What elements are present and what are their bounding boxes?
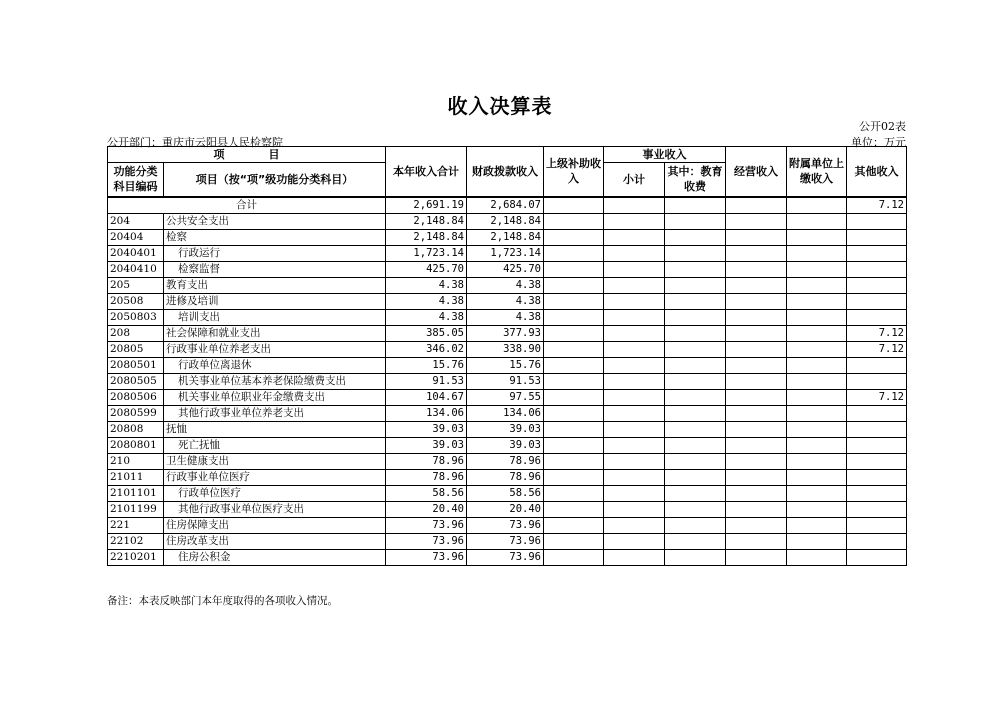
row-upper: [544, 437, 604, 453]
row-education: [665, 245, 726, 261]
row-subtotal: [604, 485, 665, 501]
row-subtotal: [604, 229, 665, 245]
row-education: [665, 389, 726, 405]
row-education: [665, 421, 726, 437]
row-fiscal: 91.53: [467, 373, 544, 389]
row-fiscal: 134.06: [467, 405, 544, 421]
summary-fiscal: 2,684.07: [467, 197, 544, 214]
row-code: 2080501: [108, 357, 164, 373]
row-affiliated: [787, 213, 847, 229]
row-upper: [544, 517, 604, 533]
row-code: 21011: [108, 469, 164, 485]
row-fiscal: 78.96: [467, 453, 544, 469]
table-row: [108, 453, 907, 469]
row-upper: [544, 389, 604, 405]
row-other: [847, 261, 907, 277]
header-education: 其中：教育收费: [665, 163, 726, 197]
row-total: 385.05: [386, 325, 467, 341]
row-education: [665, 469, 726, 485]
header-name: 项目（按“项”级功能分类科目）: [164, 163, 386, 197]
table-row: [108, 405, 907, 421]
row-education: [665, 309, 726, 325]
row-education: [665, 261, 726, 277]
row-affiliated: [787, 293, 847, 309]
row-affiliated: [787, 357, 847, 373]
row-fiscal: 4.38: [467, 277, 544, 293]
row-upper: [544, 325, 604, 341]
header-business: 事业收入: [604, 147, 726, 163]
row-code: 2050803: [108, 309, 164, 325]
row-name: 住房保障支出: [164, 517, 386, 533]
row-subtotal: [604, 405, 665, 421]
row-operation: [726, 245, 787, 261]
summary-label: 合计: [108, 197, 386, 214]
table-row: [108, 389, 907, 405]
row-code: 205: [108, 277, 164, 293]
row-total: 15.76: [386, 357, 467, 373]
department-label: 公开部门：重庆市云阳县人民检察院: [107, 136, 283, 149]
row-affiliated: [787, 501, 847, 517]
row-upper: [544, 277, 604, 293]
row-code: 2080599: [108, 405, 164, 421]
row-code: 20805: [108, 341, 164, 357]
row-other: [847, 421, 907, 437]
row-other: [847, 357, 907, 373]
row-total: 425.70: [386, 261, 467, 277]
row-other: 7.12: [847, 325, 907, 341]
row-affiliated: [787, 549, 847, 565]
row-operation: [726, 229, 787, 245]
header-operation: 经营收入: [726, 147, 787, 197]
row-affiliated: [787, 245, 847, 261]
row-subtotal: [604, 325, 665, 341]
table-body: [108, 197, 907, 566]
row-subtotal: [604, 421, 665, 437]
row-education: [665, 517, 726, 533]
row-affiliated: [787, 341, 847, 357]
row-total: 4.38: [386, 309, 467, 325]
summary-other: 7.12: [847, 197, 907, 214]
row-subtotal: [604, 373, 665, 389]
row-upper: [544, 453, 604, 469]
row-upper: [544, 293, 604, 309]
table-row: [108, 341, 907, 357]
row-name: 住房改革支出: [164, 533, 386, 549]
row-total: 73.96: [386, 517, 467, 533]
row-operation: [726, 261, 787, 277]
row-other: [847, 245, 907, 261]
row-subtotal: [604, 245, 665, 261]
table-row: [108, 357, 907, 373]
row-operation: [726, 485, 787, 501]
row-upper: [544, 485, 604, 501]
row-subtotal: [604, 549, 665, 565]
row-education: [665, 213, 726, 229]
row-upper: [544, 421, 604, 437]
row-name: 社会保障和就业支出: [164, 325, 386, 341]
row-code: 204: [108, 213, 164, 229]
row-education: [665, 277, 726, 293]
header-fiscal: 财政拨款收入: [467, 147, 544, 197]
row-other: 7.12: [847, 389, 907, 405]
row-upper: [544, 533, 604, 549]
table-row: [108, 325, 907, 341]
row-other: 7.12: [847, 341, 907, 357]
table-row: [108, 485, 907, 501]
row-affiliated: [787, 373, 847, 389]
row-total: 78.96: [386, 453, 467, 469]
row-operation: [726, 277, 787, 293]
row-upper: [544, 469, 604, 485]
row-fiscal: 73.96: [467, 517, 544, 533]
table-row: [108, 421, 907, 437]
row-fiscal: 425.70: [467, 261, 544, 277]
row-name: 进修及培训: [164, 293, 386, 309]
row-name: 机关事业单位职业年金缴费支出: [164, 389, 386, 405]
row-total: 104.67: [386, 389, 467, 405]
row-name: 机关事业单位基本养老保险缴费支出: [164, 373, 386, 389]
row-operation: [726, 293, 787, 309]
form-number: 公开02表: [859, 120, 906, 133]
table-row: [108, 309, 907, 325]
table-row: [108, 501, 907, 517]
row-code: 2101199: [108, 501, 164, 517]
row-name: 其他行政事业单位医疗支出: [164, 501, 386, 517]
row-affiliated: [787, 261, 847, 277]
header-item: 项 目: [108, 147, 386, 163]
table-row: [108, 549, 907, 565]
row-education: [665, 437, 726, 453]
row-total: 346.02: [386, 341, 467, 357]
header-subtotal: 小计: [604, 163, 665, 197]
row-other: [847, 405, 907, 421]
row-education: [665, 373, 726, 389]
row-subtotal: [604, 437, 665, 453]
row-subtotal: [604, 501, 665, 517]
row-total: 4.38: [386, 293, 467, 309]
table-row: [108, 277, 907, 293]
row-code: 2080505: [108, 373, 164, 389]
row-name: 教育支出: [164, 277, 386, 293]
row-operation: [726, 421, 787, 437]
row-code: 2040401: [108, 245, 164, 261]
row-fiscal: 377.93: [467, 325, 544, 341]
row-other: [847, 517, 907, 533]
row-name: 检察: [164, 229, 386, 245]
row-affiliated: [787, 309, 847, 325]
row-other: [847, 469, 907, 485]
table-header: [108, 147, 907, 197]
row-education: [665, 357, 726, 373]
row-other: [847, 533, 907, 549]
row-affiliated: [787, 533, 847, 549]
header-upper: 上级补助收入: [544, 147, 604, 197]
row-subtotal: [604, 277, 665, 293]
row-subtotal: [604, 261, 665, 277]
row-subtotal: [604, 517, 665, 533]
row-total: 91.53: [386, 373, 467, 389]
row-education: [665, 453, 726, 469]
row-affiliated: [787, 517, 847, 533]
row-total: 2,148.84: [386, 213, 467, 229]
row-subtotal: [604, 389, 665, 405]
row-code: 22102: [108, 533, 164, 549]
row-operation: [726, 309, 787, 325]
row-affiliated: [787, 277, 847, 293]
row-total: 78.96: [386, 469, 467, 485]
row-affiliated: [787, 325, 847, 341]
row-fiscal: 2,148.84: [467, 229, 544, 245]
row-operation: [726, 453, 787, 469]
row-total: 73.96: [386, 533, 467, 549]
page-title: 收入决算表: [447, 94, 553, 118]
row-affiliated: [787, 389, 847, 405]
table-row: [108, 213, 907, 229]
row-affiliated: [787, 405, 847, 421]
row-name: 住房公积金: [164, 549, 386, 565]
table-row: [108, 229, 907, 245]
row-code: 210: [108, 453, 164, 469]
row-upper: [544, 261, 604, 277]
row-operation: [726, 357, 787, 373]
row-name: 抚恤: [164, 421, 386, 437]
row-fiscal: 338.90: [467, 341, 544, 357]
row-code: 20404: [108, 229, 164, 245]
row-fiscal: 73.96: [467, 533, 544, 549]
row-fiscal: 15.76: [467, 357, 544, 373]
row-education: [665, 293, 726, 309]
row-other: [847, 549, 907, 565]
row-subtotal: [604, 293, 665, 309]
row-upper: [544, 309, 604, 325]
row-other: [847, 293, 907, 309]
row-affiliated: [787, 421, 847, 437]
row-code: 2080506: [108, 389, 164, 405]
unit-label: 单位：万元: [851, 136, 906, 149]
row-operation: [726, 501, 787, 517]
row-upper: [544, 373, 604, 389]
footnote: 备注：本表反映部门本年度取得的各项收入情况。: [107, 595, 338, 607]
row-subtotal: [604, 341, 665, 357]
row-other: [847, 213, 907, 229]
row-name: 检察监督: [164, 261, 386, 277]
row-code: 208: [108, 325, 164, 341]
row-education: [665, 485, 726, 501]
row-operation: [726, 533, 787, 549]
row-subtotal: [604, 453, 665, 469]
row-upper: [544, 549, 604, 565]
row-education: [665, 341, 726, 357]
row-operation: [726, 469, 787, 485]
row-total: 73.96: [386, 549, 467, 565]
row-total: 58.56: [386, 485, 467, 501]
row-total: 2,148.84: [386, 229, 467, 245]
row-other: [847, 277, 907, 293]
row-name: 行政单位医疗: [164, 485, 386, 501]
row-fiscal: 39.03: [467, 421, 544, 437]
income-table: [107, 146, 907, 566]
row-upper: [544, 213, 604, 229]
row-code: 2080801: [108, 437, 164, 453]
table-row: [108, 293, 907, 309]
row-other: [847, 309, 907, 325]
row-code: 2101101: [108, 485, 164, 501]
table-row: [108, 437, 907, 453]
table-row: [108, 469, 907, 485]
row-other: [847, 437, 907, 453]
header-code: 功能分类科目编码: [108, 163, 164, 197]
row-name: 行政运行: [164, 245, 386, 261]
row-other: [847, 229, 907, 245]
row-operation: [726, 517, 787, 533]
row-affiliated: [787, 485, 847, 501]
summary-row: [108, 197, 907, 214]
summary-total: 2,691.19: [386, 197, 467, 214]
row-name: 公共安全支出: [164, 213, 386, 229]
row-subtotal: [604, 533, 665, 549]
row-education: [665, 325, 726, 341]
row-upper: [544, 405, 604, 421]
row-fiscal: 4.38: [467, 293, 544, 309]
row-fiscal: 39.03: [467, 437, 544, 453]
row-code: 221: [108, 517, 164, 533]
row-subtotal: [604, 213, 665, 229]
row-code: 2040410: [108, 261, 164, 277]
row-upper: [544, 357, 604, 373]
row-subtotal: [604, 469, 665, 485]
row-code: 20508: [108, 293, 164, 309]
row-total: 134.06: [386, 405, 467, 421]
table-row: [108, 517, 907, 533]
row-affiliated: [787, 229, 847, 245]
row-fiscal: 4.38: [467, 309, 544, 325]
row-subtotal: [604, 357, 665, 373]
row-education: [665, 501, 726, 517]
table-row: [108, 245, 907, 261]
row-fiscal: 78.96: [467, 469, 544, 485]
row-upper: [544, 341, 604, 357]
row-operation: [726, 341, 787, 357]
row-fiscal: 73.96: [467, 549, 544, 565]
row-total: 20.40: [386, 501, 467, 517]
row-affiliated: [787, 469, 847, 485]
row-operation: [726, 389, 787, 405]
row-name: 行政事业单位养老支出: [164, 341, 386, 357]
row-total: 4.38: [386, 277, 467, 293]
row-total: 1,723.14: [386, 245, 467, 261]
row-fiscal: 1,723.14: [467, 245, 544, 261]
row-operation: [726, 437, 787, 453]
row-affiliated: [787, 453, 847, 469]
table-row: [108, 261, 907, 277]
row-other: [847, 501, 907, 517]
row-affiliated: [787, 437, 847, 453]
row-operation: [726, 549, 787, 565]
table-row: [108, 373, 907, 389]
row-name: 死亡抚恤: [164, 437, 386, 453]
row-name: 其他行政事业单位养老支出: [164, 405, 386, 421]
row-other: [847, 485, 907, 501]
row-total: 39.03: [386, 437, 467, 453]
row-name: 行政单位离退休: [164, 357, 386, 373]
header-affiliated: 附属单位上缴收入: [787, 147, 847, 197]
row-code: 20808: [108, 421, 164, 437]
row-education: [665, 533, 726, 549]
row-education: [665, 549, 726, 565]
row-operation: [726, 325, 787, 341]
row-fiscal: 20.40: [467, 501, 544, 517]
row-fiscal: 2,148.84: [467, 213, 544, 229]
row-operation: [726, 213, 787, 229]
row-fiscal: 58.56: [467, 485, 544, 501]
table-row: [108, 533, 907, 549]
row-other: [847, 373, 907, 389]
row-name: 卫生健康支出: [164, 453, 386, 469]
row-fiscal: 97.55: [467, 389, 544, 405]
row-operation: [726, 373, 787, 389]
row-other: [847, 453, 907, 469]
row-upper: [544, 501, 604, 517]
row-name: 行政事业单位医疗: [164, 469, 386, 485]
row-subtotal: [604, 309, 665, 325]
row-upper: [544, 229, 604, 245]
row-education: [665, 229, 726, 245]
row-operation: [726, 405, 787, 421]
row-name: 培训支出: [164, 309, 386, 325]
row-education: [665, 405, 726, 421]
header-other: 其他收入: [847, 147, 907, 197]
row-upper: [544, 245, 604, 261]
row-total: 39.03: [386, 421, 467, 437]
row-code: 2210201: [108, 549, 164, 565]
header-total: 本年收入合计: [386, 147, 467, 197]
